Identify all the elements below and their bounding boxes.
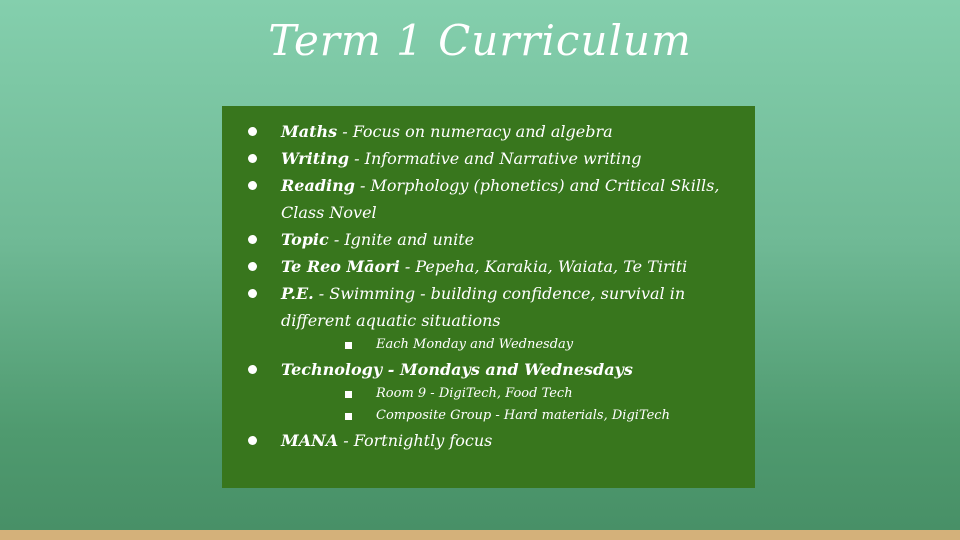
- list-item-maths: [244, 118, 735, 145]
- item-label: Topic: [281, 230, 329, 249]
- bullet-icon: [248, 289, 257, 298]
- bullet-icon: [248, 365, 257, 374]
- square-bullet-icon: [345, 391, 352, 398]
- item-label: Te Reo Māori: [281, 257, 400, 276]
- list-item-te-reo-maori: [244, 253, 735, 280]
- pe-sublist: [281, 334, 735, 356]
- technology-sublist: [281, 383, 735, 427]
- list-item-topic: [244, 226, 735, 253]
- item-text: - Morphology (phonetics) and Critical Skills, Class Novel: [281, 176, 720, 222]
- bullet-icon: [248, 436, 257, 445]
- list-item-pe: [244, 280, 735, 356]
- sub-item: [281, 383, 735, 405]
- curriculum-panel: [222, 106, 755, 488]
- item-label: MANA: [281, 431, 339, 450]
- sub-item-text: Each Monday and Wednesday: [376, 337, 574, 352]
- item-label: Writing: [281, 149, 350, 168]
- item-label: Technology - Mondays and Wednesdays: [281, 360, 633, 379]
- item-text: - Ignite and unite: [328, 230, 475, 249]
- item-label: Maths: [281, 122, 338, 141]
- curriculum-list: [244, 118, 735, 454]
- square-bullet-icon: [345, 413, 352, 420]
- list-item-writing: [244, 145, 735, 172]
- bullet-icon: [248, 154, 257, 163]
- sub-item-text: Composite Group - Hard materials, DigiTech: [376, 408, 670, 423]
- item-text: - Informative and Narrative writing: [349, 149, 642, 168]
- item-text: - Swimming - building confidence, survival in different aquatic situations: [281, 284, 686, 330]
- bullet-icon: [248, 127, 257, 136]
- slide-title: Term 1 Curriculum: [268, 16, 692, 65]
- sub-item: [281, 334, 735, 356]
- square-bullet-icon: [345, 342, 352, 349]
- item-label: Reading: [281, 176, 355, 195]
- list-item-reading: [244, 172, 735, 226]
- bullet-icon: [248, 181, 257, 190]
- item-text: - Pepeha, Karakia, Waiata, Te Tiriti: [399, 257, 688, 276]
- list-item-mana: [244, 427, 735, 454]
- bullet-icon: [248, 262, 257, 271]
- bullet-icon: [248, 235, 257, 244]
- item-text: - Fortnightly focus: [338, 431, 493, 450]
- sub-item-text: Room 9 - DigiTech, Food Tech: [376, 386, 573, 401]
- item-text: - Focus on numeracy and algebra: [337, 122, 613, 141]
- sub-item: [281, 405, 735, 427]
- item-label: P.E.: [281, 284, 314, 303]
- list-item-technology: [244, 356, 735, 427]
- footer-bar: [0, 530, 960, 540]
